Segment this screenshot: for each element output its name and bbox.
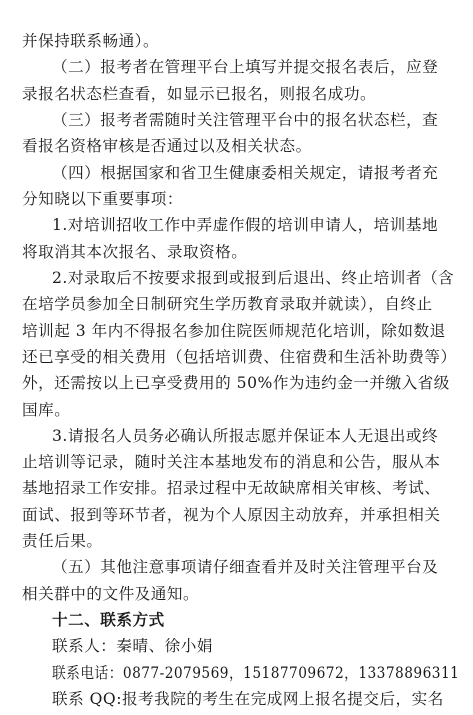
paragraph-line: 面试、报到等环节者，视为个人原因主动放弃，并承担相关 [22,505,441,524]
paragraph-line: 基地招录工作安排。招录过程中无故缺席相关审核、考试、 [22,479,441,498]
paragraph-line: （三）报考者需随时关注管理平台中的报名状态栏，查 [52,111,439,129]
paragraph-line: 外，还需按以上已享受费用的 50%作为违约金一并缴入省级 [22,374,450,393]
section-heading: 十二、联系方式 [52,611,165,629]
paragraph-line: 将取消其本次报名、录取资格。 [22,242,248,261]
paragraph-line: 3.请报名人员务必确认所报志愿并保证本人无退出或终 [52,426,439,445]
paragraph-line: （二）报考者在管理平台上填写并提交报名表后，应登 [52,58,439,77]
paragraph-line: 分知晓以下重要事项： [22,189,183,208]
contact-phone: 联系电话：0877-2079569，15187709672，13378896311 [52,663,460,682]
contact-person: 联系人：秦晴、徐小娟 [52,637,213,656]
paragraph-line: 在培学员参加全日制研究生学历教育录取并就读），自终止 [22,295,433,314]
paragraph-line: 1.对培训招收工作中弄虚作假的培训申请人，培训基地 [52,216,439,235]
paragraph-line: 止培训等记录，随时关注本基地发布的消息和公告，服从本 [22,453,441,472]
paragraph-line: （四）根据国家和省卫生健康委相关规定，请报考者充 [52,163,439,182]
paragraph-line: （五）其他注意事项请仔细查看并及时关注管理平台及 [52,558,439,577]
paragraph-line: 还已享受的相关费用（包括培训费、住宿费和生活补助费等） [22,347,457,366]
paragraph-line: 录报名状态栏查看，如显示已报名，则报名成功。 [22,84,377,103]
paragraph-line: 相关群中的文件及通知。 [22,584,200,603]
paragraph-line: 2.对录取后不按要求报到或报到后退出、终止培训者（含 [52,268,455,287]
paragraph-line: 并保持联系畅通）。 [22,32,160,50]
paragraph-line: 看报名资格审核是否通过以及相关状态。 [22,137,312,156]
paragraph-line: 责任后果。 [22,532,103,551]
paragraph-line: 国库。 [22,400,71,419]
contact-qq: 联系 QQ:报考我院的考生在完成网上报名提交后，实名 [52,690,444,708]
paragraph-line: 培训起 3 年内不得报名参加住院医师规范化培训，除如数退 [22,321,446,340]
